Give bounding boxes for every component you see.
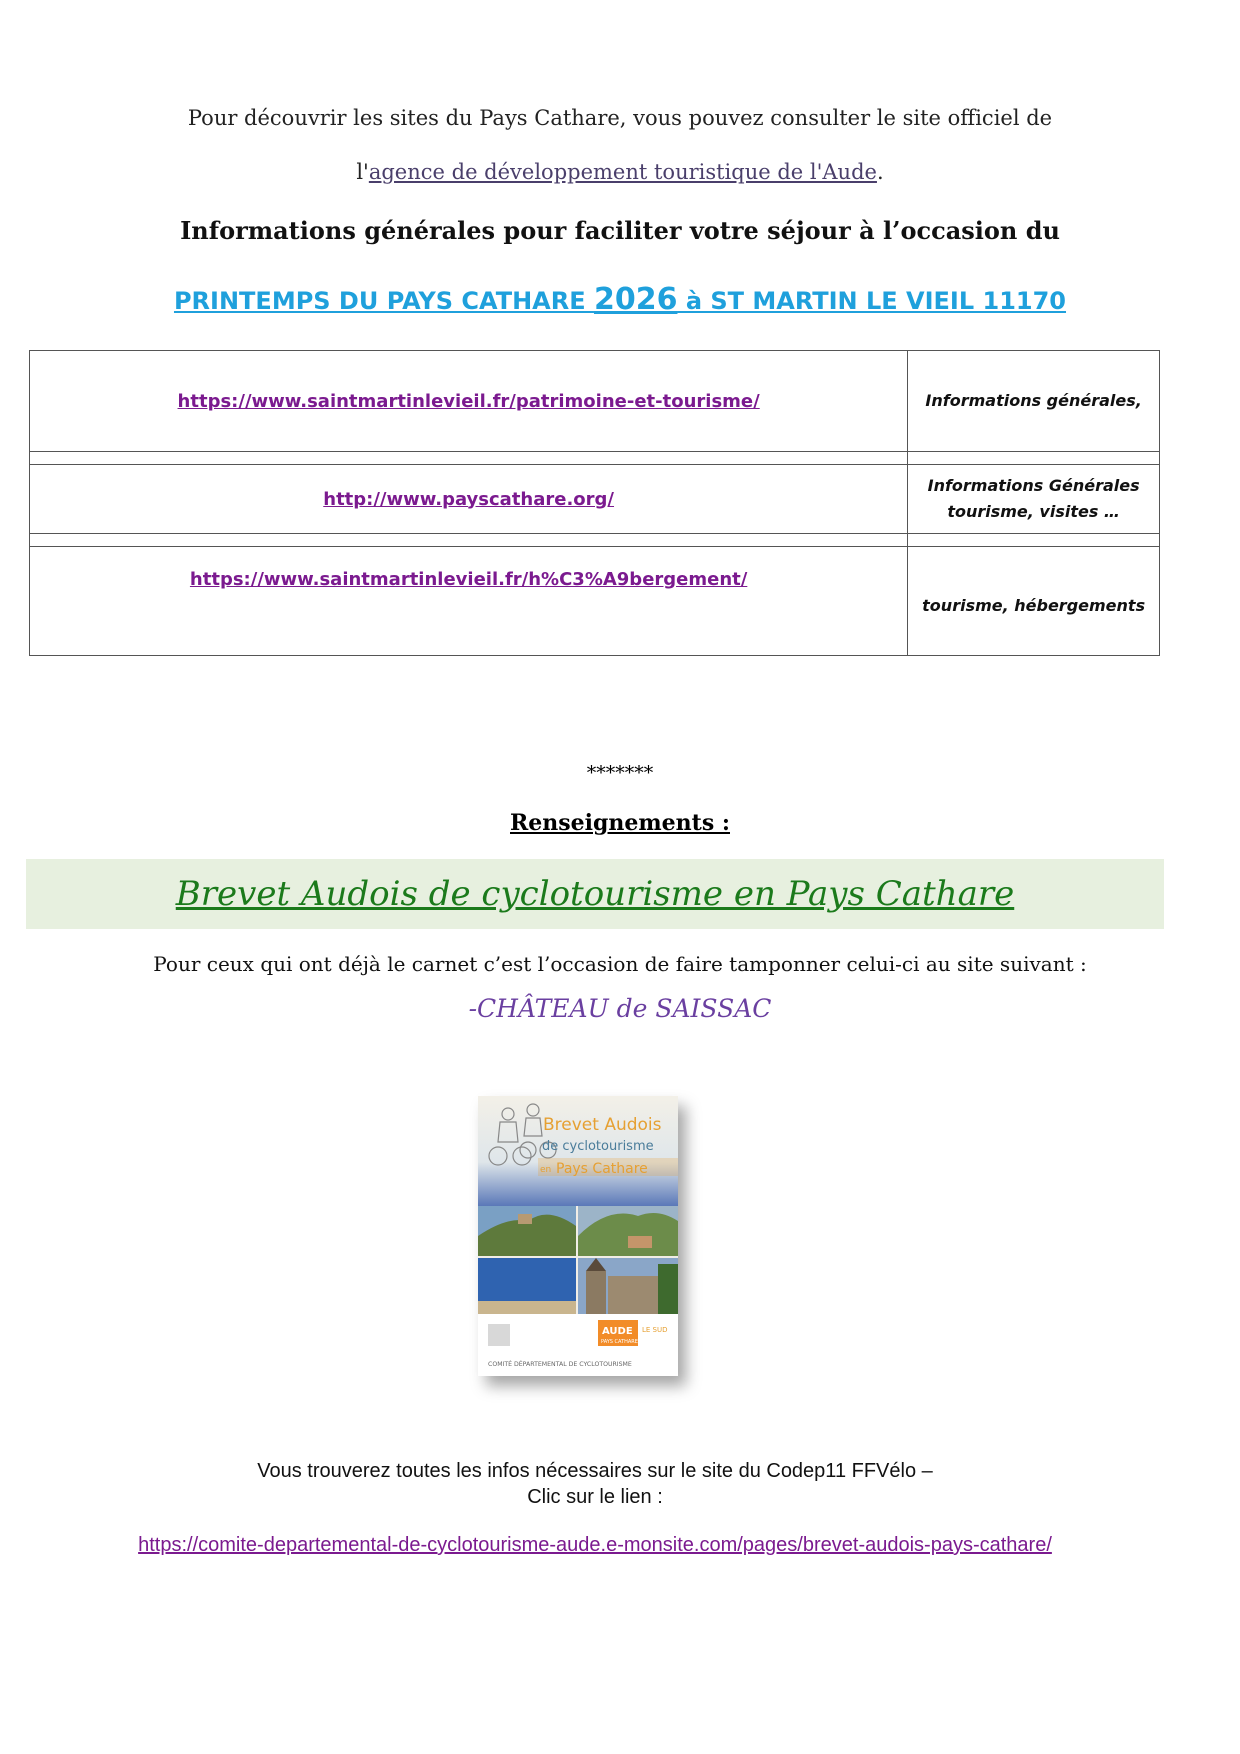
url-cell [30, 465, 908, 534]
page-heading: Informations générales pour faciliter votre séjour à l’occasion du [180, 216, 1060, 245]
table-spacer-row [30, 534, 1160, 547]
event-title-part1: PRINTEMPS DU PAYS CATHARE [173, 287, 594, 315]
links-table [29, 350, 1160, 656]
description-cell: tourisme, hébergements [908, 547, 1160, 656]
agency-link[interactable]: agence de développement touristique de l'Aude [368, 160, 877, 184]
event-title [0, 282, 1240, 317]
separator: ******* [586, 762, 654, 784]
cover-illustration [478, 1096, 678, 1376]
infos-line: Vous trouverez toutes les infos nécessaires sur le site du Codep11 FFVélo – [257, 1460, 933, 1482]
description-cell: Informations générales, [908, 351, 1160, 452]
description-line: tourisme, visites … [947, 502, 1120, 521]
aude-logo: AUDE [602, 1326, 633, 1337]
table-row [30, 351, 1160, 452]
brevet-banner [26, 859, 1164, 929]
table-row [30, 465, 1160, 534]
table-spacer-row [30, 452, 1160, 465]
cover-title-line2: de cyclotourisme [542, 1139, 654, 1154]
patrimoine-link[interactable]: https://www.saintmartinlevieil.fr/patrimoine-et-tourisme/ [177, 390, 760, 412]
intro-prefix: l' [356, 160, 369, 184]
pays-cathare-logo: PAYS CATHARE [601, 1339, 638, 1345]
intro-link-line [0, 160, 1240, 184]
infos-text [0, 1458, 1190, 1510]
cover-title-line3: Pays Cathare [556, 1161, 648, 1177]
stamp-info: Pour ceux qui ont déjà le carnet c’est l’occasion de faire tamponner celui-ci au site suivant : [153, 952, 1087, 976]
brevet-cover-image [478, 1096, 678, 1376]
cover-title-prefix: en [540, 1165, 552, 1175]
url-cell [30, 547, 908, 656]
site-name: -CHÂTEAU de SAISSAC [468, 994, 772, 1023]
payscathare-link[interactable]: http://www.payscathare.org/ [323, 488, 615, 510]
description-cell [908, 465, 1160, 534]
section-heading: Renseignements : [510, 810, 730, 836]
brevet-title: Brevet Audois de cyclotourisme en Pays Cathare [175, 874, 1015, 914]
infos-line: Clic sur le lien : [527, 1486, 663, 1508]
description-line: Informations Générales [927, 476, 1140, 495]
cover-title-line1: Brevet Audois [543, 1115, 662, 1135]
table-row [30, 547, 1160, 656]
intro-line: Pour découvrir les sites du Pays Cathare, vous pouvez consulter le site officiel de [187, 106, 1053, 130]
codep-link-line [0, 1534, 1190, 1557]
event-title-part2: à ST MARTIN LE VIEIL 11170 [677, 287, 1067, 315]
intro-suffix: . [876, 160, 884, 184]
url-cell [30, 351, 908, 452]
hebergement-link[interactable]: https://www.saintmartinlevieil.fr/h%C3%A9bergement/ [189, 569, 748, 590]
cover-footer: COMITÉ DÉPARTEMENTAL DE CYCLOTOURISME [488, 1361, 632, 1368]
le-sud-logo: LE SUD [642, 1326, 668, 1334]
codep-link[interactable]: https://comite-departemental-de-cyclotourisme-aude.e-monsite.com/pages/brevet-audois-pays-cathare/ [138, 1534, 1052, 1556]
event-year: 2026 [593, 282, 678, 317]
